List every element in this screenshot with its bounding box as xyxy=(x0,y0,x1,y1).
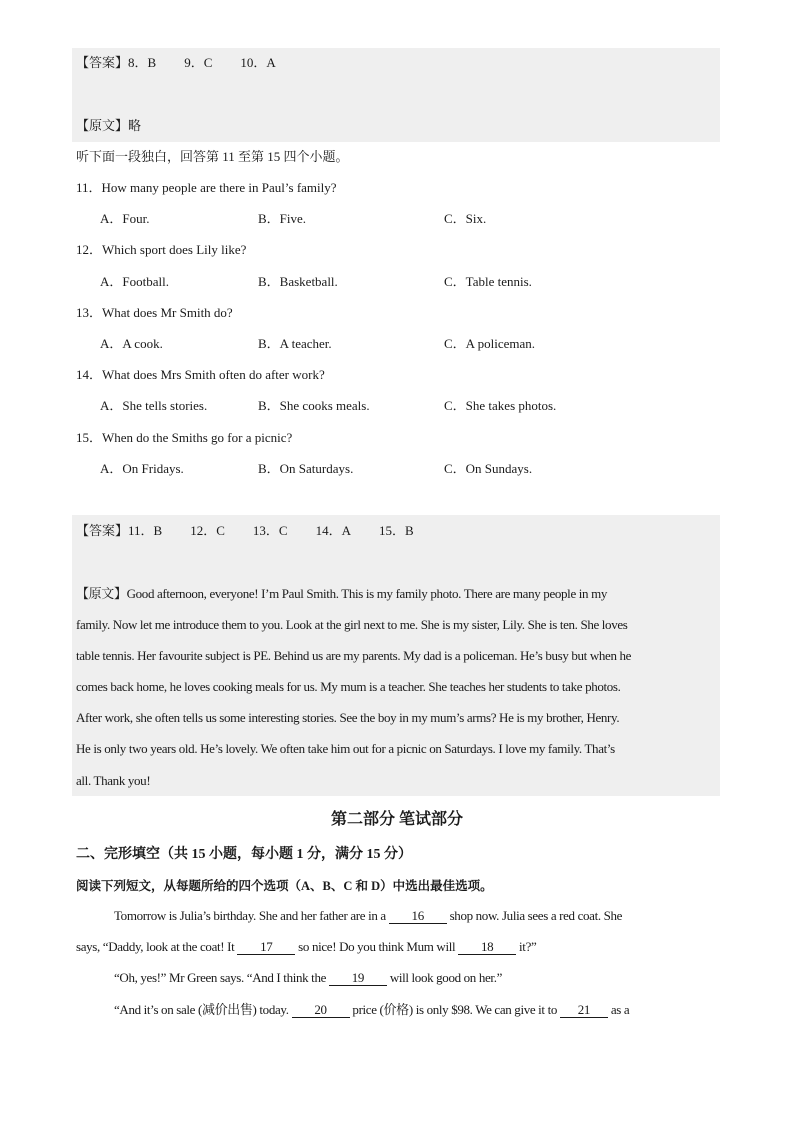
question-12: 12．Which sport does Lily like? xyxy=(76,242,247,257)
monologue-intro: 听下面一段独白，回答第 11 至第 15 四个小题。 xyxy=(76,149,349,164)
answer-item: 13．C xyxy=(252,523,288,538)
option-a: A．Four. xyxy=(100,211,150,226)
answer-item: 10．A xyxy=(240,55,276,70)
answer-line-1 xyxy=(76,54,276,72)
blank-16: 16 xyxy=(389,909,447,924)
option-a: A．She tells stories. xyxy=(100,398,208,413)
option-a: A．On Fridays. xyxy=(100,461,184,476)
option-c: C．She takes photos. xyxy=(444,398,557,413)
answer-label: 【答案】 xyxy=(76,55,129,70)
section-title: 二、完形填空（共 15 小题，每小题 1 分，满分 15 分） xyxy=(76,847,412,862)
answer-item: 14．A xyxy=(315,523,351,538)
passage-line-1: Tomorrow is Julia’s birthday. She and her father are in a 16 shop now. Julia sees a red coat. She xyxy=(114,908,623,923)
blank-20: 20 xyxy=(292,1003,350,1018)
option-c: C．A policeman. xyxy=(444,336,535,351)
section-instruction: 阅读下列短文，从每题所给的四个选项（A、B、C 和 D）中选出最佳选项。 xyxy=(76,879,493,893)
passage-line-3: “Oh, yes!” Mr Green says. “And I think the 19 will look good on her.” xyxy=(114,970,503,985)
blank-21: 21 xyxy=(560,1003,608,1018)
blank-19: 19 xyxy=(329,971,387,986)
answer-item: 9．C xyxy=(184,55,213,70)
option-a: A．A cook. xyxy=(100,336,163,351)
transcript-line: After work, she often tells us some interesting stories. See the boy in my mum’s arms? He is my brother, Henry. xyxy=(76,710,620,725)
transcript-line: table tennis. Her favourite subject is PE. Behind us are my parents. My dad is a policeman. He’s busy but when he xyxy=(76,648,632,663)
option-b: B．She cooks meals. xyxy=(258,398,370,413)
passage-line-4: “And it’s on sale (减价出售) today. 20 price (价格) is only $98. We can give it to 21 as a xyxy=(114,1002,630,1017)
transcript-line: 【原文】Good afternoon, everyone! I’m Paul Smith. This is my family photo. There are many people in my xyxy=(76,586,607,601)
answer-line-2 xyxy=(76,522,414,540)
answer-item: 12．C xyxy=(190,523,225,538)
answer-item: 8．B xyxy=(128,55,157,70)
question-14: 14．What does Mrs Smith often do after work? xyxy=(76,367,325,382)
transcript-line: He is only two years old. He’s lovely. We often take him out for a picnic on Saturdays. I love my family. That’s xyxy=(76,741,615,756)
original-label: 【原文】 xyxy=(76,586,127,601)
option-c: C．On Sundays. xyxy=(444,461,533,476)
option-c: C．Table tennis. xyxy=(444,274,532,289)
blank-18: 18 xyxy=(458,940,516,955)
answer-item: 11．B xyxy=(128,523,163,538)
question-11: 11．How many people are there in Paul’s family? xyxy=(76,180,337,195)
question-13: 13．What does Mr Smith do? xyxy=(76,305,233,320)
option-b: B．On Saturdays. xyxy=(258,461,354,476)
option-b: B．A teacher. xyxy=(258,336,332,351)
answer-label: 【答案】 xyxy=(76,523,129,538)
answer-item: 15．B xyxy=(378,523,414,538)
original-label: 【原文】 xyxy=(76,118,129,133)
passage-line-2: says, “Daddy, look at the coat! It 17 so nice! Do you think Mum will 18 it?” xyxy=(76,939,537,954)
part-title: 第二部分 笔试部分 xyxy=(330,811,463,828)
option-b: B．Basketball. xyxy=(258,274,338,289)
option-b: B．Five. xyxy=(258,211,307,226)
blank-17: 17 xyxy=(237,940,295,955)
original-text: 略 xyxy=(128,118,142,133)
transcript-line: family. Now let me introduce them to you. Look at the girl next to me. She is my sister, Lily. She is ten. She loves xyxy=(76,617,628,632)
original-line-1 xyxy=(76,117,141,135)
question-15: 15．When do the Smiths go for a picnic? xyxy=(76,430,293,445)
transcript-line: all. Thank you! xyxy=(76,773,151,788)
option-a: A．Football. xyxy=(100,274,169,289)
transcript-line: comes back home, he loves cooking meals for us. My mum is a teacher. She teaches her students to take photos. xyxy=(76,679,621,694)
option-c: C．Six. xyxy=(444,211,487,226)
